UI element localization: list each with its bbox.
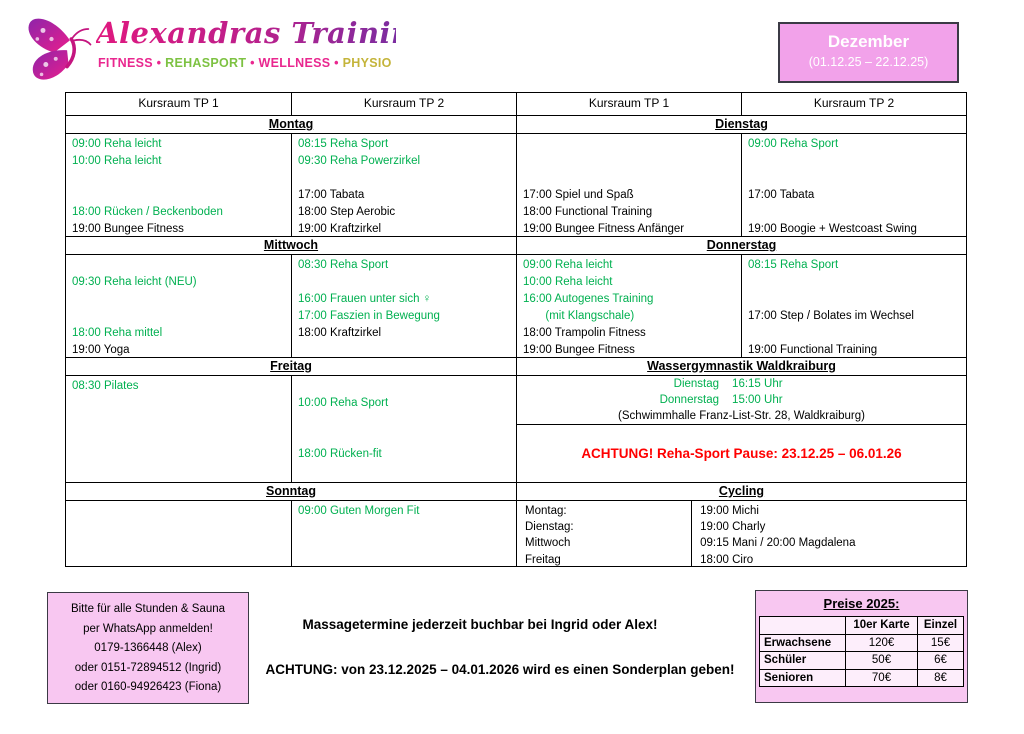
schedule-line: Bitte für alle Stunden & Sauna <box>70 603 226 615</box>
schedule-line: Donnerstag 15:00 Uhr <box>659 393 783 406</box>
schedule-line: 18:00 Ciro <box>700 553 754 566</box>
schedule-line: 19:00 Charly <box>700 521 766 534</box>
schedule-line: 19:00 Bungee Fitness Anfänger <box>523 223 685 235</box>
schedule-line <box>298 342 516 357</box>
room-header: Kursraum TP 2 <box>741 93 966 115</box>
day-header-wednesday: Mittwoch <box>263 238 319 252</box>
schedule-line: 17:00 Tabata <box>748 189 815 201</box>
sunday-tp1-cell <box>66 501 291 566</box>
schedule-line: 19:00 Boogie + Westcoast Swing <box>748 223 917 235</box>
schedule-line: 18:00 Step Aerobic <box>298 206 396 218</box>
price-value: 50€ <box>846 652 918 670</box>
price-table-body <box>760 634 964 687</box>
price-header-row <box>760 617 964 635</box>
section-header-water: Wassergymnastik Waldkraiburg <box>516 358 966 375</box>
price-label: Erwachsene <box>760 634 846 652</box>
schedule-line: 08:15 Reha Sport <box>748 259 839 271</box>
room-header: Kursraum TP 1 <box>138 96 219 110</box>
price-row <box>760 652 964 670</box>
tagline-bullet: • <box>330 56 343 70</box>
tagline-bullet: • <box>152 56 166 70</box>
price-value: 8€ <box>918 669 964 687</box>
schedule-line: 17:00 Tabata <box>298 189 365 201</box>
tuesday-tp1-cell <box>516 134 741 236</box>
schedule-line: Mittwoch <box>525 537 571 550</box>
schedule-line: 17:00 Spiel und Spaß <box>523 189 634 201</box>
section-header-cycling: Cycling <box>516 483 966 500</box>
day-header-thursday: Donnerstag <box>516 237 966 254</box>
studio-tagline <box>98 56 392 70</box>
room-header-row <box>66 93 966 115</box>
price-value: 15€ <box>918 634 964 652</box>
schedule-line: 09:15 Mani / 20:00 Magdalena <box>700 537 856 550</box>
massage-note: Massagetermine jederzeit buchbar bei Ingrid oder Alex! <box>302 617 658 632</box>
schedule-line <box>523 136 741 153</box>
schedule-line: 18:00 Rücken / Beckenboden <box>72 206 223 218</box>
schedule-line <box>72 170 291 187</box>
schedule-line: 16:00 Autogenes Training <box>523 293 654 305</box>
schedule-line <box>72 446 291 463</box>
price-value: 120€ <box>846 634 918 652</box>
monday-tuesday-content-row <box>66 133 966 236</box>
schedule-line <box>72 308 291 325</box>
day-header-monday: Montag <box>268 117 314 131</box>
schedule-line <box>72 503 291 520</box>
schedule-line <box>748 204 966 221</box>
course-schedule-table <box>65 92 967 567</box>
schedule-line: per WhatsApp anmelden! <box>83 622 213 635</box>
schedule-line: 19:00 Michi <box>700 505 759 517</box>
schedule-line: 08:30 Pilates <box>72 380 139 392</box>
schedule-line: 09:00 Reha Sport <box>748 138 839 150</box>
butterfly-logo-icon <box>24 12 96 90</box>
schedule-line <box>72 257 291 274</box>
price-header-blank <box>760 617 846 635</box>
price-table <box>759 616 964 687</box>
schedule-line: 09:00 Reha leicht <box>523 259 613 271</box>
day-header-sunday: Sonntag <box>266 484 316 498</box>
schedule-line: 09:00 Reha leicht <box>72 138 162 150</box>
month-date-range: (01.12.25 – 22.12.25) <box>808 55 929 69</box>
tagline-word: REHASPORT <box>165 56 247 70</box>
schedule-line: 18:00 Reha mittel <box>72 327 163 339</box>
schedule-line: 10:00 Reha Sport <box>298 397 389 409</box>
wednesday-tp1-cell <box>66 255 291 357</box>
schedule-line: 10:00 Reha leicht <box>72 155 162 167</box>
schedule-line <box>298 553 516 567</box>
tagline-word: FITNESS <box>98 56 153 70</box>
schedule-line <box>298 536 516 553</box>
schedule-line <box>298 520 516 537</box>
sunday-cycling-content-row <box>66 500 966 566</box>
schedule-line: 18:00 Rücken-fit <box>298 448 382 460</box>
schedule-line: 19:00 Yoga <box>72 344 130 356</box>
price-label: Schüler <box>760 652 846 670</box>
price-label: Senioren <box>760 669 846 687</box>
tagline-word: PHYSIO <box>342 56 392 70</box>
schedule-line <box>72 429 291 446</box>
day-header-row <box>66 115 966 133</box>
day-header-tuesday: Dienstag <box>516 116 966 133</box>
schedule-line: (Schwimmhalle Franz-List-Str. 28, Waldkraiburg) <box>618 409 865 422</box>
schedule-line: 08:30 Reha Sport <box>298 259 389 271</box>
schedule-line <box>748 153 966 170</box>
schedule-line: 09:00 Guten Morgen Fit <box>298 505 420 517</box>
cycling-entries-column <box>692 501 966 566</box>
day-header-row <box>66 236 966 254</box>
schedule-line <box>72 291 291 308</box>
month-name: Dezember <box>827 32 910 51</box>
day-header-row <box>66 482 966 500</box>
price-header-card: 10er Karte <box>846 617 918 635</box>
schedule-line <box>748 291 966 308</box>
schedule-line <box>72 463 291 480</box>
schedule-line: oder 0160-94926423 (Fiona) <box>74 681 222 693</box>
price-row <box>760 634 964 652</box>
schedule-line: (mit Klangschale) <box>523 310 635 322</box>
schedule-line <box>298 378 516 395</box>
schedule-line <box>72 520 291 537</box>
sonderplan-note: ACHTUNG: von 23.12.2025 – 04.01.2026 wird es einen Sonderplan geben! <box>265 662 735 677</box>
schedule-line: 09:30 Reha Powerzirkel <box>298 155 421 167</box>
day-header-row <box>66 357 966 375</box>
cycling-section <box>516 501 966 566</box>
schedule-line: 19:00 Functional Training <box>748 344 878 356</box>
schedule-line: 19:00 Bungee Fitness <box>523 344 635 356</box>
schedule-line <box>72 412 291 429</box>
schedule-line: 18:00 Kraftzirkel <box>298 327 382 339</box>
schedule-line <box>298 274 516 291</box>
schedule-line <box>298 463 516 480</box>
schedule-line <box>748 170 966 187</box>
tagline-word: WELLNESS <box>258 56 331 70</box>
schedule-line: 19:00 Kraftzirkel <box>298 223 382 235</box>
month-badge <box>778 22 959 83</box>
room-header: Kursraum TP 1 <box>516 93 741 115</box>
schedule-line: 17:00 Faszien in Bewegung <box>298 310 440 322</box>
schedule-line <box>72 395 291 412</box>
schedule-line: 10:00 Reha leicht <box>523 276 613 288</box>
wednesday-thursday-content-row <box>66 254 966 357</box>
schedule-line: Freitag <box>525 553 561 566</box>
schedule-line <box>523 170 741 187</box>
price-header-single: Einzel <box>918 617 964 635</box>
schedule-line <box>72 553 291 567</box>
schedule-line <box>748 274 966 291</box>
thursday-tp1-cell <box>516 255 741 357</box>
friday-tp2-cell <box>291 376 516 482</box>
schedule-line <box>72 536 291 553</box>
schedule-line: Montag: <box>525 505 567 517</box>
studio-name: Alexandras Trainingsplatzl <box>96 16 545 50</box>
reha-pause-notice <box>517 425 966 482</box>
schedule-line: oder 0151-72894512 (Ingrid) <box>74 661 222 674</box>
schedule-line: 08:15 Reha Sport <box>298 138 389 150</box>
tuesday-tp2-cell <box>741 134 966 236</box>
schedule-line <box>748 325 966 342</box>
price-box <box>755 590 968 703</box>
sunday-tp2-cell <box>291 501 516 566</box>
whatsapp-contact-box <box>47 592 249 704</box>
wednesday-tp2-cell <box>291 255 516 357</box>
schedule-line <box>523 153 741 170</box>
price-value: 6€ <box>918 652 964 670</box>
schedule-line: 16:00 Frauen unter sich ♀ <box>298 293 432 305</box>
price-title: Preise 2025: <box>823 596 900 611</box>
schedule-line <box>72 187 291 204</box>
thursday-tp2-cell <box>741 255 966 357</box>
schedule-line: Dienstag 16:15 Uhr <box>673 378 783 390</box>
price-value: 70€ <box>846 669 918 687</box>
schedule-line: 09:30 Reha leicht (NEU) <box>72 276 197 288</box>
monday-tp1-cell <box>66 134 291 236</box>
friday-water-content-row <box>66 375 966 482</box>
room-header: Kursraum TP 2 <box>291 93 516 115</box>
water-section <box>516 376 966 482</box>
schedule-line: 0179-1366448 (Alex) <box>94 642 202 654</box>
monday-tp2-cell <box>291 134 516 236</box>
day-header-friday: Freitag <box>270 359 312 373</box>
tagline-bullet: • <box>246 56 259 70</box>
friday-tp1-cell <box>66 376 291 482</box>
water-schedule <box>517 376 966 425</box>
schedule-line: 17:00 Step / Bolates im Wechsel <box>748 310 914 322</box>
reha-pause-text: ACHTUNG! Reha-Sport Pause: 23.12.25 – 06.01.26 <box>581 446 902 461</box>
price-row <box>760 669 964 687</box>
schedule-line: 18:00 Trampolin Fitness <box>523 327 646 339</box>
schedule-line: 18:00 Functional Training <box>523 206 653 218</box>
schedule-line: Dienstag: <box>525 521 574 534</box>
schedule-line <box>298 170 516 187</box>
schedule-line <box>298 412 516 429</box>
cycling-days-column <box>517 501 692 566</box>
schedule-line <box>298 429 516 446</box>
schedule-line: 19:00 Bungee Fitness <box>72 223 184 235</box>
